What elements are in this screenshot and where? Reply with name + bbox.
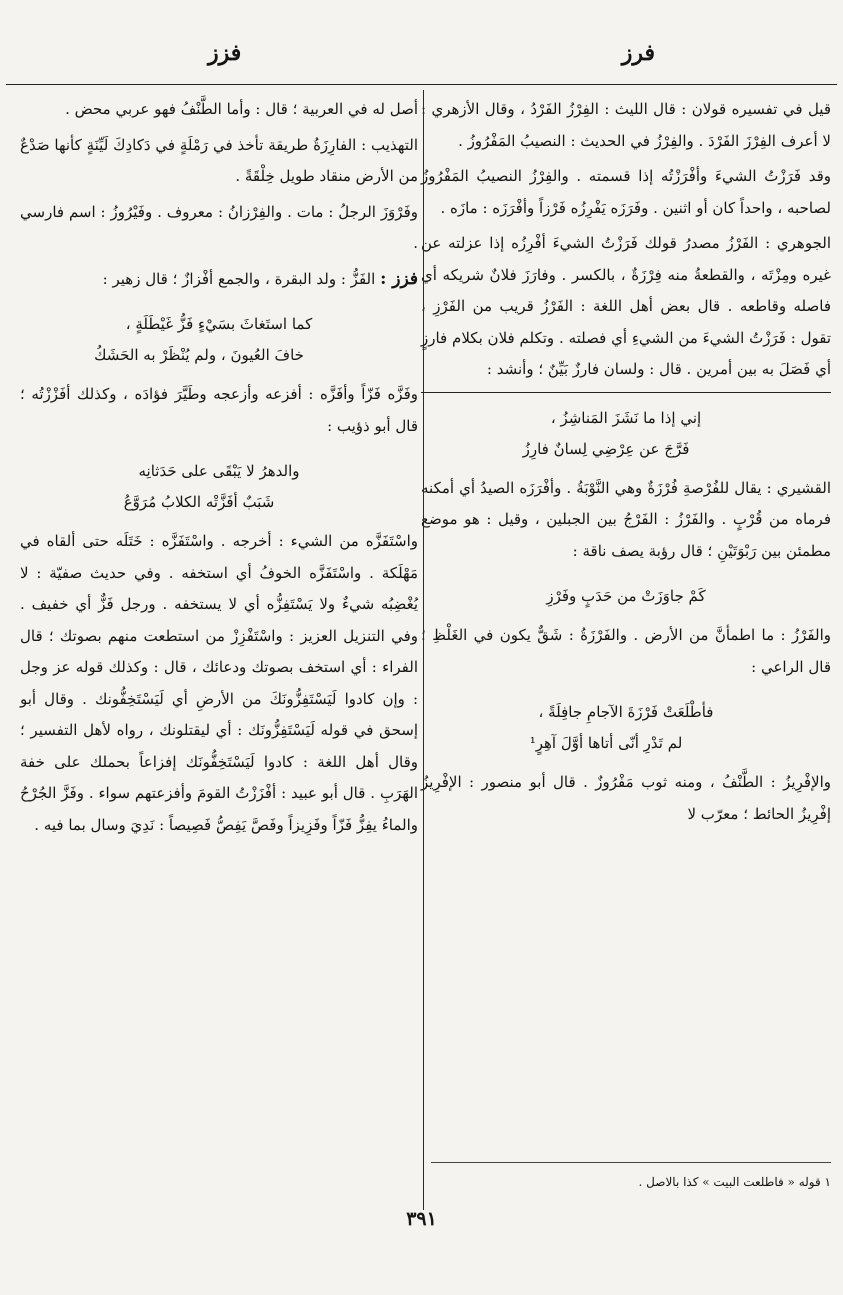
verse-line: إني إذا ما نَشَزَ المَناشِزُ ، [550, 408, 702, 427]
entry [20, 264, 418, 300]
verse [20, 456, 418, 518]
paragraph: أصل له في العربية ؛ قال : وأما الطَّنْفُ فهو عربي محض . [65, 100, 418, 118]
verse [20, 309, 418, 371]
paragraph: والفَرْزُ : ما اطمأنَّ من الأرض . والفَرْزَةُ : شَقٌّ يكون في الغَلْظِ ؛ قال الراعي : [421, 626, 831, 676]
paragraph: والإفْرِيزُ : الطَّنْفُ ، ومنه ثوب مَفْرُوزٌ . قال أبو منصور : الإفْرِيزُ إفْرِيزُ الحائط ؛ معرّب لا [421, 773, 831, 823]
entry-headword: فزز : [380, 268, 418, 289]
verse [421, 697, 831, 759]
column-divider [423, 90, 424, 1210]
verse-line: كَمْ جاوَزَتْ من حَدَبٍ وفَرْزِ [546, 587, 706, 605]
verse [421, 581, 831, 612]
right-column [421, 94, 831, 834]
paragraph: وقد فَرَزْتُ الشيءَ وأفْرَزْتُه إذا قسمته . والفِرْزُ النصيبُ المَفْرُوزُ لصاحبه ، واحداً كان أو اثنين . وفَرَزَه يَفْرِزُه فَرْزاً وأفْرَزَه : مازَه . [421, 167, 831, 217]
verse-line: خافَ العُيونَ ، ولم يُنْظَرْ به الحَشَكُ [94, 346, 304, 364]
entry-text: الفَزُّ : ولد البقرة ، والجمع أفْزازٌ ؛ قال زهير : [102, 269, 376, 288]
paragraph: وفَرْوَزَ الرجلُ : مات . والفِرْزانُ : معروف . وفَيْرُوزُ : اسم فارسي . [20, 202, 418, 252]
verse-line: والدهرُ لا يَبْقَى على حَدَثانِه [138, 462, 300, 480]
page-header-right-word: فرز [621, 40, 655, 66]
verse-line: لم تَدْرِ أنّى أتاها أوَّلَ آهِرٍ¹ [529, 734, 683, 752]
left-column [20, 94, 418, 845]
verse-line: فَرَّجَ عن عِرْضِي لِسانٌ فارِزُ [522, 439, 690, 458]
verse-line: شَبَبٌ أفَزَّتْه الكلابُ مُرَوَّعُ [123, 493, 275, 511]
header-rule [6, 84, 837, 85]
footnote: ١ قوله « فاطلعت البيت » كذا بالاصل . [431, 1162, 831, 1195]
page-header-left-word: فزز [208, 40, 242, 66]
paragraph: قيل في تفسيره قولان : قال الليث : الفِرْزُ الفَرْدُ ، وقال الأزهري : لا أعرف الفِرْزَ الفَرْدَ . والفِرْزُ في الحديث : النصيبُ المَفْرُوزُ . [421, 100, 831, 150]
paragraph: الجوهري : الفَرْزُ مصدرُ قولك فَرَزْتُ الشيءَ أفْرِزُه إذا عزلته عن غيره ومِزْتَه ، والقطعةُ منه فِرْزَةٌ ، بالكسر . وفارَزَ فلانٌ شريكه أي فاصله وقاطعه . قال بعض أهل اللغة : الفَرْزُ قريب من الفَرْزِ ، تقول : فَرَزْتُ الشيءَ من الشيءِ أي فصلته . وتكلم فلان بكلام فارزٍ أي فَصَلَ به بين أمرين . قال : ولسان فارزٌ بَيِّنٌ ؛ وأنشد : [421, 228, 831, 393]
paragraph: القشيري : يقال للفُرْصةِ فُرْزَةٌ وهي النَّوْبَةُ . وأفْرَزَه الصيدُ أي أمكنه فرماه من قُرْبٍ . والفَرْزُ : الفَرْجُ بين الجبلين ، وقيل : هو موضع مطمئن بين رَبْوَتَيْنِ ؛ قال رؤبة يصف ناقة : [421, 478, 831, 560]
verse-line: فأطْلَعَتْ فَرْزَةَ الآجامِ جافِلَةً ، [538, 703, 714, 721]
verse-line: كما استَغاثَ بسَيْءٍ فَزُّ غَيْطَلَةٍ ، [125, 315, 313, 333]
paragraph: وفَزَّه فَزّاً وأفَزَّه : أفزعه وأزعجه وطَيَّرَ فؤادَه ، وكذلك أفَزْزْتُه ؛ قال أبو ذؤيب : [20, 385, 418, 435]
page-number: ٣٩١ [406, 1208, 437, 1230]
paragraph: التهذيب : الفارِزَةُ طريقة تأخذ في رَمْلَةٍ في دَكادِكَ لَيِّنَةٍ كأنها صَدْعٌ من الأرض منقاد طويل خِلْقَةً . [20, 135, 418, 185]
verse [421, 403, 831, 465]
paragraph: واسْتَفَزَّه من الشيء : أخرجه . واسْتَفَزَّه : خَتَلَه حتى ألقاه في مَهْلَكة . واسْتَفَزَّه الخوفُ أي استخفه . وفي حديث صفيّة : لا يُغْضِبُه شيءٌ ولا يَسْتَفِزُّه أي لا يستخفه . ورجل فَزٌّ أي خفيف . وفي التنزيل العزيز : واسْتَفْزِزْ من استطعت منهم بصوتك ؛ قال الفراء : أي استخف بصوتك ودعائك ، قال : وكذلك قوله عز وجل : وإن كادوا لَيَسْتَفِزُّونَكَ من الأرضِ أي لَيَسْتَخِفُّونك . وقال أبو إسحق في قوله لَيَسْتَفِزُّونَك : أي ليقتلونك ، رواه لأهل التفسير ؛ وقال أهل اللغة : كادوا لَيَسْتَخِفُّونَك إفزاعاً بحملك على خفة الهَرَبِ . قال أبو عبيد : أفْزَزْتُ القومَ وأفزعتهم سواء . وفَزَّ الجُرْحُ والماءُ يفِزُّ فَزّاً وفَزِيزاً وفَصَّ يَفِصُّ فَصِيصاً : نَدِيَ وسال بما فيه . [20, 532, 418, 834]
